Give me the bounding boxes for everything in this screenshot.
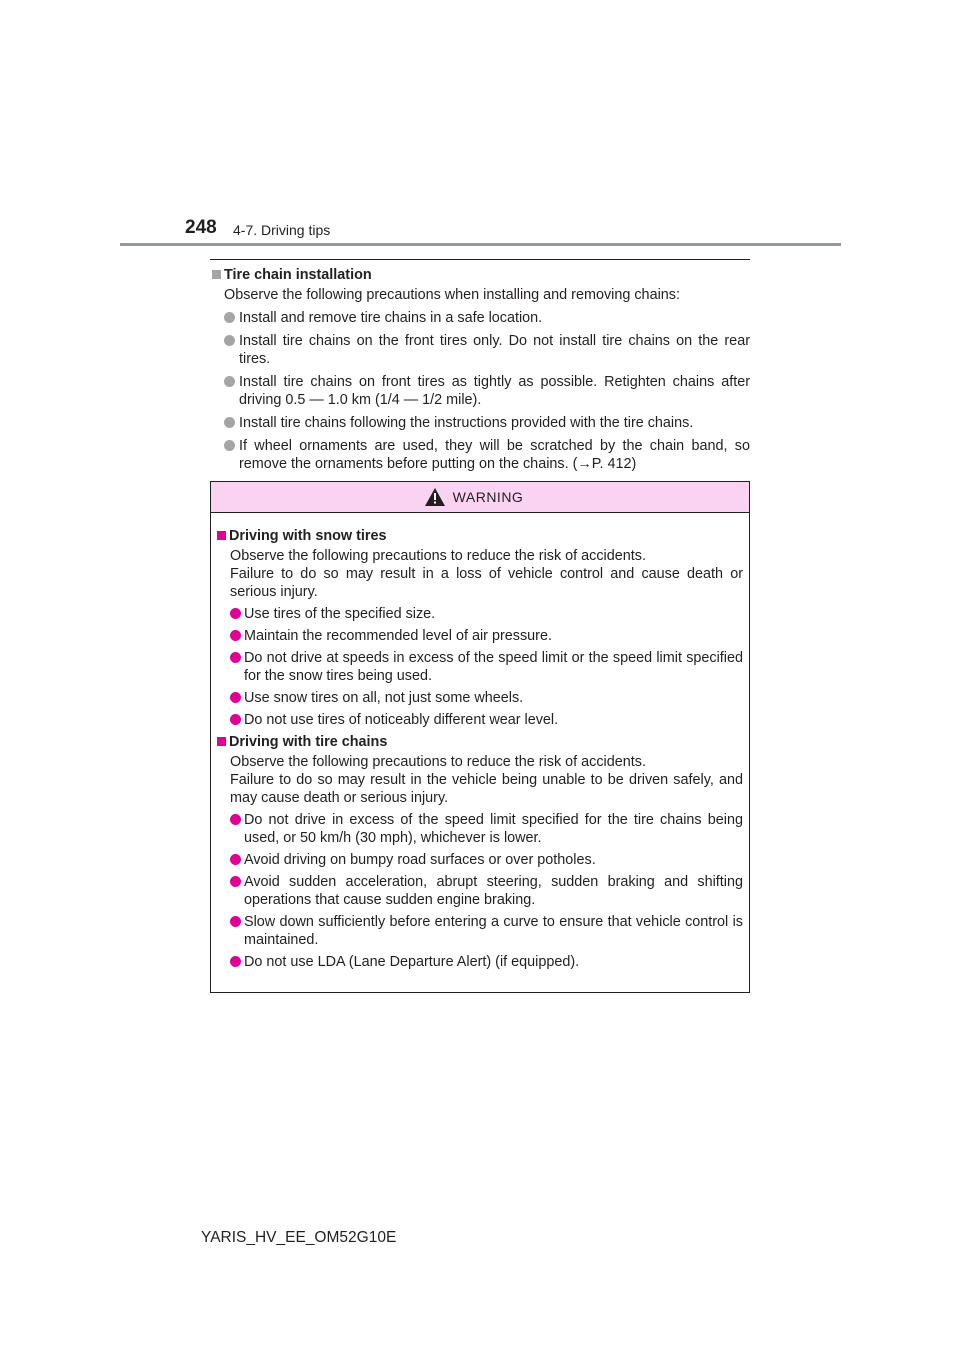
circle-bullet-icon — [230, 692, 241, 703]
list-item: Do not drive at speeds in excess of the speed limit or the speed limit specified for the snow tires being used. — [217, 649, 743, 685]
warning-intro: Observe the following precautions to reduce the risk of accidents. — [230, 754, 646, 770]
warning-triangle-icon — [425, 488, 445, 506]
circle-bullet-icon — [224, 312, 235, 323]
circle-bullet-icon — [230, 876, 241, 887]
circle-bullet-icon — [230, 956, 241, 967]
warning-label: WARNING — [452, 489, 524, 505]
section-title: 4-7. Driving tips — [233, 222, 331, 238]
warning-header — [211, 482, 749, 513]
square-bullet-icon — [217, 531, 226, 540]
warning-heading-snow-tires: Driving with snow tires — [217, 527, 743, 545]
circle-bullet-icon — [230, 630, 241, 641]
document-code: YARIS_HV_EE_OM52G10E — [201, 1229, 397, 1246]
circle-bullet-icon — [224, 440, 235, 451]
list-item: Do not drive in excess of the speed limit specified for the tire chains being used, or 50 km/h (30 mph), whichever is lower. — [217, 811, 743, 847]
list-item: If wheel ornaments are used, they will be scratched by the chain band, so remove the ornaments before putting on the chains. (→P. 412) — [210, 437, 750, 473]
circle-bullet-icon — [230, 608, 241, 619]
circle-bullet-icon — [224, 335, 235, 346]
list-item: Avoid driving on bumpy road surfaces or over potholes. — [217, 851, 743, 869]
content-divider — [210, 259, 750, 260]
list-item: Slow down sufficiently before entering a curve to ensure that vehicle control is maintained. — [217, 913, 743, 949]
circle-bullet-icon — [224, 417, 235, 428]
warning-heading-tire-chains: Driving with tire chains — [217, 733, 743, 751]
header-divider — [120, 243, 841, 246]
list-item: Install tire chains on front tires as tightly as possible. Retighten chains after driving 0.5 — 1.0 km (1/4 — 1/2 mile). — [210, 373, 750, 409]
list-item: Install tire chains following the instructions provided with the tire chains. — [210, 414, 750, 432]
list-item: Install tire chains on the front tires only. Do not install tire chains on the rear tires. — [210, 332, 750, 368]
warning-intro: Observe the following precautions to reduce the risk of accidents. — [230, 548, 646, 564]
warning-body — [211, 513, 749, 971]
list-item: Use tires of the specified size. — [217, 605, 743, 623]
list-item: Maintain the recommended level of air pressure. — [217, 627, 743, 645]
section-heading: Tire chain installation — [210, 266, 750, 284]
list-item: Do not use tires of noticeably different wear level. — [217, 711, 743, 729]
warning-box — [210, 481, 750, 993]
list-item: Avoid sudden acceleration, abrupt steering, sudden braking and shifting operations that cause sudden engine braking. — [217, 873, 743, 909]
square-bullet-icon — [212, 270, 221, 279]
circle-bullet-icon — [230, 916, 241, 927]
circle-bullet-icon — [224, 376, 235, 387]
square-bullet-icon — [217, 737, 226, 746]
circle-bullet-icon — [230, 854, 241, 865]
circle-bullet-icon — [230, 714, 241, 725]
warning-intro: Failure to do so may result in a loss of vehicle control and cause death or serious injury. — [230, 566, 743, 600]
list-item: Use snow tires on all, not just some wheels. — [217, 689, 743, 707]
list-item: Install and remove tire chains in a safe location. — [210, 309, 750, 327]
tire-chain-installation — [210, 266, 750, 478]
circle-bullet-icon — [230, 652, 241, 663]
circle-bullet-icon — [230, 814, 241, 825]
page-number: 248 — [185, 217, 217, 238]
list-item: Do not use LDA (Lane Departure Alert) (if equipped). — [217, 953, 743, 971]
warning-intro: Failure to do so may result in the vehicle being unable to be driven safely, and may cause death or serious injury. — [230, 772, 743, 806]
section-intro: Observe the following precautions when installing and removing chains: — [224, 287, 680, 303]
